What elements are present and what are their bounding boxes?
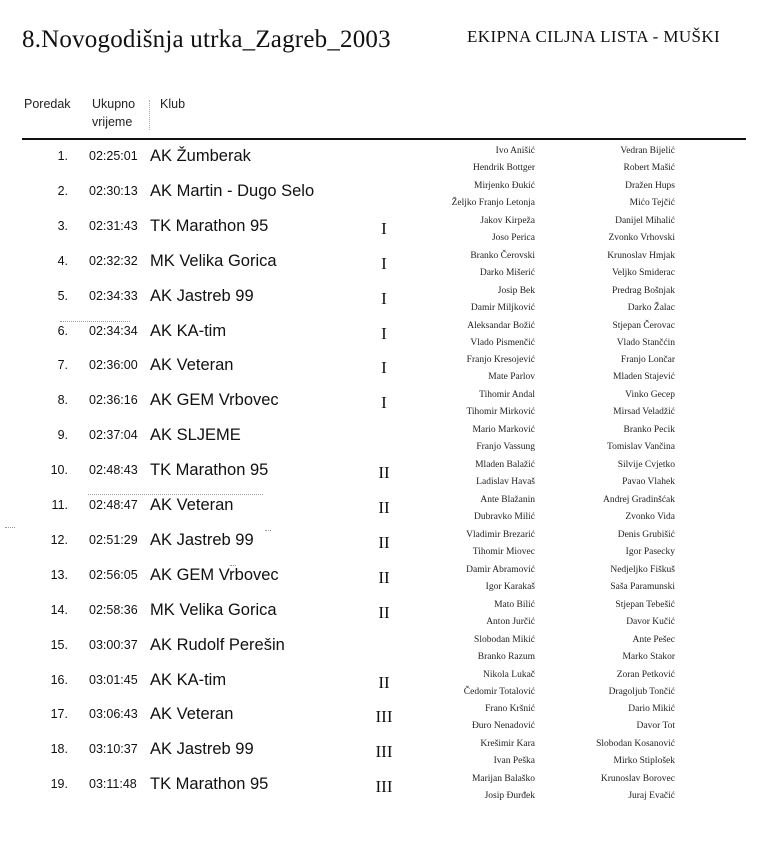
column-header-time-line2: vrijeme	[92, 115, 133, 129]
table-row	[0, 495, 783, 530]
runner-name: Vladimir Brezarić	[466, 529, 535, 540]
club-cell: AK Jastreb 99	[150, 286, 254, 305]
runner-name: Željko Franjo Letonja	[451, 197, 535, 208]
team-number: I	[381, 253, 387, 273]
club-cell: AK Martin - Dugo Selo	[150, 181, 315, 200]
rank-cell: 19.	[50, 777, 68, 792]
runner-name: Mladen Balažić	[475, 460, 535, 471]
runner-name: Mićo Tejčić	[629, 197, 675, 208]
runner-name: Andrej Gradinšćak	[602, 495, 675, 505]
runner-name: Ante Pešec	[632, 634, 675, 645]
runner-name: Davor Tot	[636, 721, 675, 732]
runner-name: Igor Pasecky	[625, 546, 675, 557]
table-row	[0, 530, 783, 565]
scan-mark	[265, 530, 271, 531]
runner-name: Dražen Hups	[625, 180, 675, 191]
runner-name: Mirko Stiplošek	[613, 756, 675, 767]
runner-name: Ivan Peška	[493, 756, 535, 767]
runner-name: Marijan Balaško	[471, 774, 535, 785]
runner-name: Mate Parlov	[488, 372, 535, 383]
runner-name: Čedomir Totalović	[463, 686, 535, 697]
rank-cell: 6.	[57, 323, 68, 338]
runner-name: Zoran Petković	[616, 669, 675, 680]
runner-name: Robert Mašić	[623, 163, 675, 173]
runner-name: Stjepan Čerovac	[612, 320, 675, 331]
runner-name: Slobodan Mikić	[474, 634, 535, 645]
runner-name: Saša Paramunski	[610, 581, 675, 592]
rank-cell: 1.	[57, 149, 68, 163]
team-number: II	[378, 567, 390, 587]
runner-name: Dario Mikić	[628, 704, 675, 715]
rank-cell: 17.	[50, 707, 68, 722]
runner-name: Mladen Stajević	[613, 372, 675, 383]
table-row	[0, 216, 783, 251]
runner-name: Tihomir Mirković	[466, 407, 535, 418]
club-cell: AK GEM Vrbovec	[150, 565, 279, 584]
table-row	[0, 321, 783, 356]
team-number: II	[378, 498, 390, 517]
team-number: II	[378, 602, 390, 622]
runner-name: Vedran Bijelić	[620, 146, 675, 156]
column-header-time	[92, 95, 135, 131]
runner-name: Josip Đurđek	[484, 791, 535, 802]
runner-name: Marko Stakor	[622, 651, 675, 662]
runner-name: Danijel Mihalić	[615, 215, 675, 226]
runner-name: Joso Perica	[491, 232, 535, 243]
time-cell: 03:10:37	[89, 742, 138, 757]
table-row	[0, 670, 783, 705]
time-cell: 02:48:47	[89, 498, 138, 512]
team-number: III	[375, 777, 393, 797]
time-cell: 02:30:13	[89, 183, 138, 198]
club-cell: TK Marathon 95	[150, 216, 269, 235]
runner-name: Branko Čerovski	[470, 250, 535, 261]
rank-cell: 4.	[57, 253, 68, 268]
runner-name: Aleksandar Božić	[467, 320, 535, 331]
runner-name: Tihomir Miovec	[472, 546, 535, 557]
header-separator	[149, 100, 151, 130]
team-number: II	[378, 672, 390, 692]
runner-name: Igor Karakaš	[485, 581, 535, 592]
time-cell: 02:56:05	[89, 567, 138, 582]
rank-cell: 16.	[50, 672, 68, 687]
team-number: I	[381, 218, 387, 238]
club-cell: AK KA-tim	[150, 670, 227, 689]
runner-name: Branko Pecik	[623, 425, 675, 436]
rank-cell: 2.	[57, 183, 68, 198]
runner-name: Vlado Pismenčić	[470, 337, 535, 348]
runner-name: Krunoslav Hmjak	[607, 250, 675, 261]
column-header-club: Klub	[160, 97, 186, 111]
club-cell: AK Veteran	[150, 356, 234, 375]
runner-name: Mirjenko Đukić	[474, 180, 535, 191]
runner-name: Ladislav Havaš	[476, 477, 535, 488]
club-cell: AK Veteran	[150, 705, 234, 724]
runner-name: Mario Marković	[472, 425, 535, 436]
column-header-rank: Poredak	[24, 97, 71, 111]
runner-name: Juraj Evačić	[628, 791, 675, 802]
runner-name: Franjo Vassung	[476, 442, 535, 453]
table-row	[0, 774, 783, 809]
runner-name: Darko Žalac	[627, 302, 675, 313]
club-cell: MK Velika Gorica	[150, 251, 277, 270]
runner-name: Krešimir Kara	[480, 739, 535, 750]
time-cell: 02:31:43	[89, 218, 138, 233]
time-cell: 02:34:33	[89, 288, 138, 303]
runner-name: Slobodan Kosanović	[596, 739, 675, 750]
club-cell: AK Jastreb 99	[150, 740, 254, 759]
rank-cell: 13.	[50, 567, 68, 582]
runner-name: Pavao Vlahek	[622, 477, 675, 488]
runner-name: Franjo Lončar	[620, 355, 675, 366]
table-row	[0, 600, 783, 635]
runner-name: Mato Bilić	[494, 599, 535, 610]
runner-name: Tihomir Andal	[479, 390, 535, 401]
rank-cell: 14.	[50, 602, 68, 617]
runner-name: Nikola Lukač	[483, 669, 535, 680]
runner-name: Frano Kršnić	[485, 704, 535, 715]
table-row	[0, 460, 783, 495]
runner-name: Franjo Kresojević	[466, 355, 535, 366]
runner-name: Davor Kučić	[626, 616, 675, 627]
time-cell: 02:32:32	[89, 253, 138, 268]
rank-cell: 7.	[57, 358, 68, 373]
table-row	[0, 739, 783, 774]
table-row	[0, 635, 783, 670]
rank-cell: 5.	[57, 288, 68, 303]
table-row	[0, 181, 783, 216]
runner-name: Vlado Stančćin	[616, 337, 675, 348]
club-cell: AK Žumberak	[150, 147, 251, 165]
runner-name: Damir Abramović	[466, 564, 535, 575]
rank-cell: 3.	[57, 218, 68, 233]
scan-mark	[5, 527, 15, 528]
club-cell: TK Marathon 95	[150, 461, 269, 480]
runner-name: Vinko Gecep	[625, 390, 675, 401]
club-cell: TK Marathon 95	[150, 775, 269, 794]
runner-name: Dubravko Milić	[474, 512, 535, 522]
document-title: 8.Novogodišnja utrka_Zagreb_2003	[22, 26, 391, 53]
time-cell: 02:25:01	[89, 149, 138, 163]
runner-name: Anton Jurčić	[486, 616, 535, 627]
runner-name: Jakov Kirpeža	[480, 215, 535, 226]
club-cell: AK KA-tim	[150, 321, 227, 340]
rank-cell: 9.	[57, 428, 68, 443]
team-number: III	[375, 742, 393, 762]
runner-name: Tomislav Vančina	[606, 442, 675, 453]
runner-name: Đuro Nenadović	[471, 721, 535, 732]
time-cell: 03:06:43	[89, 707, 138, 722]
column-header-time-line1: Ukupno	[92, 97, 136, 111]
time-cell: 02:58:36	[89, 602, 138, 617]
runner-name: Damir Miljković	[470, 302, 535, 313]
document-subtitle: EKIPNA CILJNA LISTA - MUŠKI	[467, 27, 721, 46]
time-cell: 02:48:43	[89, 463, 138, 478]
runner-name: Ante Blažanin	[480, 495, 535, 505]
team-number: II	[378, 463, 390, 483]
team-number: I	[381, 358, 387, 378]
time-cell: 02:34:34	[89, 323, 138, 338]
runner-name: Josip Bek	[497, 285, 535, 296]
scan-mark	[60, 321, 130, 322]
rank-cell: 8.	[57, 393, 68, 408]
time-cell: 02:51:29	[89, 532, 138, 547]
rank-cell: 10.	[50, 463, 68, 478]
runner-name: Denis Grubišić	[617, 529, 675, 540]
table-row	[0, 286, 783, 321]
club-cell: AK GEM Vrbovec	[150, 391, 279, 410]
time-cell: 03:11:48	[89, 777, 137, 792]
table-row	[0, 355, 783, 390]
rank-cell: 11.	[51, 498, 68, 512]
club-cell: AK Rudolf Perešin	[150, 635, 285, 654]
time-cell: 02:36:00	[89, 358, 138, 373]
club-cell: AK Veteran	[150, 496, 234, 514]
runner-name: Branko Razum	[477, 651, 535, 662]
club-cell: AK SLJEME	[150, 426, 241, 445]
time-cell: 03:00:37	[89, 637, 138, 652]
header-rule	[22, 138, 746, 140]
table-row	[0, 251, 783, 286]
time-cell: 02:37:04	[89, 428, 138, 443]
team-number: I	[381, 288, 387, 308]
runner-name: Darko Mišerić	[479, 267, 535, 278]
runner-name: Krunoslav Borovec	[600, 774, 675, 785]
runner-name: Dragoljub Tončić	[608, 686, 675, 697]
team-number: III	[375, 707, 393, 727]
team-number: I	[381, 323, 387, 343]
runner-name: Mirsad Veladžić	[613, 407, 675, 418]
club-cell: AK Jastreb 99	[150, 530, 254, 549]
club-cell: MK Velika Gorica	[150, 600, 277, 619]
rank-cell: 15.	[50, 637, 68, 652]
table-row	[0, 425, 783, 460]
rank-cell: 12.	[50, 532, 68, 547]
rank-cell: 18.	[50, 742, 68, 757]
runner-name: Hendrik Bottger	[472, 163, 535, 173]
time-cell: 03:01:45	[89, 672, 138, 687]
time-cell: 02:36:16	[89, 393, 138, 408]
table-row	[0, 704, 783, 739]
table-row	[0, 390, 783, 425]
team-number: II	[378, 532, 390, 552]
runner-name: Ivo Anišić	[495, 146, 535, 156]
scan-mark	[230, 565, 236, 566]
scan-mark	[88, 494, 263, 495]
table-row	[0, 146, 783, 181]
table-row	[0, 565, 783, 600]
runner-name: Zvonko Vida	[625, 512, 675, 522]
runner-name: Stjepan Tebešić	[615, 599, 675, 610]
runner-name: Nedjeljko Fiškuš	[610, 564, 675, 575]
runner-name: Veljko Smiderac	[611, 267, 675, 278]
team-number: I	[381, 393, 387, 413]
runner-name: Zvonko Vrhovski	[608, 232, 675, 243]
runner-name: Silvije Cvjetko	[617, 460, 675, 471]
runner-name: Predrag Bošnjak	[611, 285, 675, 296]
